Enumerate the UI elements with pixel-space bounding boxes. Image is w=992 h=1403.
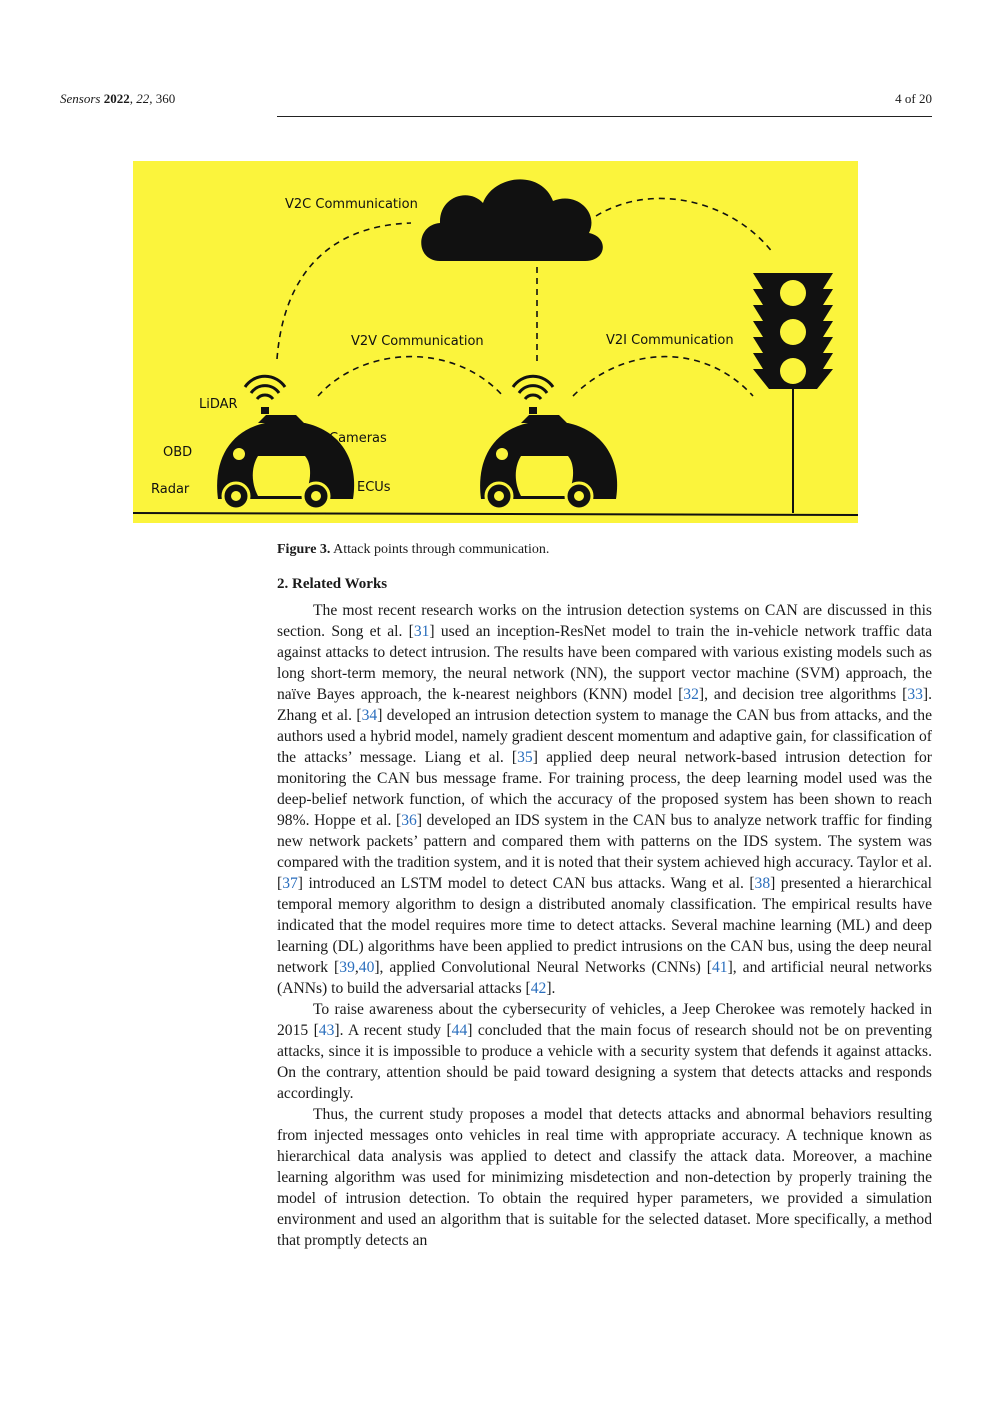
citation-link[interactable]: 42 xyxy=(530,980,547,997)
attack-points-diagram xyxy=(133,161,858,523)
caption-label: Figure 3. xyxy=(277,542,331,557)
text-run: ] introduced an LSTM model to detect CAN bus attacks. Wang et al. [ xyxy=(297,875,755,892)
label-radar: Radar xyxy=(151,482,190,497)
label-cameras: Cameras xyxy=(329,431,387,446)
section-heading xyxy=(277,576,387,593)
citation-link[interactable]: 44 xyxy=(451,1022,468,1039)
text-run: , xyxy=(354,959,359,976)
label-lidar: LiDAR xyxy=(199,397,238,412)
citation-link[interactable]: 40 xyxy=(358,959,375,976)
label-obd: OBD xyxy=(163,445,193,460)
paragraph xyxy=(277,1104,932,1251)
text-run: ] developed an IDS system in the CAN bus to analyze network traffic for finding new network packets’ pattern and compared them with patterns on the IDS system. The system was compared with the tradition system, and it is noted that their system achieved high accuracy. Taylor et al. [ xyxy=(277,812,932,892)
figure-caption xyxy=(277,542,932,558)
text-run: ]. Zhang et al. [ xyxy=(277,686,932,724)
page-number: 4 of 20 xyxy=(895,91,932,106)
text-run: ] used an inception-ResNet model to train the in-vehicle network traffic data against attacks to detect intrusion. The results have been compared with various existing models such as long short-term memory, the neural network (NN), the support vector machine (SVM) approach, the naïve Bayes approach, the k-nearest neighbors (KNN) model [ xyxy=(277,623,932,703)
citation-link[interactable]: 35 xyxy=(517,749,533,766)
text-run: ], and decision tree algorithms [ xyxy=(698,686,908,703)
section-title: Related Works xyxy=(292,576,388,592)
text-run: ] developed an intrusion detection system to manage the CAN bus from attacks, and the authors used a hybrid model, namely gradient descent momentum and adaptive gain, for classification of the attacks’ message. Liang et al. [ xyxy=(277,707,932,766)
header-rule xyxy=(277,116,932,117)
citation-link[interactable]: 31 xyxy=(413,623,430,640)
text-run: ] concluded that the main focus of research should not be on preventing attacks, since it is impossible to produce a vehicle with a security system that defends it against attacks. On the contrary, attention should be paid toward designing a system that detects attacks and responds accordingly. xyxy=(277,1022,933,1102)
citation-link[interactable]: 39 xyxy=(339,959,355,976)
citation-link[interactable]: 43 xyxy=(318,1022,335,1039)
citation-link[interactable]: 38 xyxy=(754,875,771,892)
text-run: ]. xyxy=(546,980,556,997)
text-run: Thus, the current study proposes a model that detects attacks and abnormal behaviors resulting from injected messages onto vehicles in real time with appropriate accuracy. A technique known as hierarchical data analysis was applied to detect and classify the attack data. Moreover, a machine learning algorithm was used for minimizing misdetection and non-detection by properly training the model of intrusion detection. To obtain the required hyper parameters, we provided a simulation environment and used an algorithm that is suitable for the selected dataset. More specifically, a method that promptly detects an xyxy=(277,1106,932,1249)
text-run: To raise awareness about the cybersecurity of vehicles, a Jeep Cherokee was remotely hacked in 2015 [ xyxy=(277,1001,932,1039)
citation-link[interactable]: 32 xyxy=(683,686,699,703)
label-v2c: V2C Communication xyxy=(285,197,418,212)
figure-3 xyxy=(133,161,858,523)
label-v2i: V2I Communication xyxy=(606,333,734,348)
article-number: 360 xyxy=(155,91,176,106)
label-ecus: ECUs xyxy=(357,480,391,495)
body-text xyxy=(277,600,932,1251)
caption-text: Attack points through communication. xyxy=(333,542,550,557)
text-run: The most recent research works on the intrusion detection systems on CAN are discussed in this section. Song et al. [ xyxy=(277,602,932,640)
section-number: 2. xyxy=(277,576,289,592)
journal-name: Sensors xyxy=(60,91,101,106)
citation-link[interactable]: 36 xyxy=(401,812,417,829)
text-run: ] presented a hierarchical temporal memory algorithm to design a distributed anomaly classification. The empirical results have indicated that the model requires more time to detect attacks. Several machine learning (ML) and deep learning (DL) algorithms have been applied to predict intrusions on the CAN bus, using the deep neural network [ xyxy=(277,875,933,976)
citation-link[interactable]: 34 xyxy=(361,707,378,724)
citation-link[interactable]: 37 xyxy=(282,875,298,892)
text-run: ], applied Convolutional Neural Networks (CNNs) [ xyxy=(374,959,712,976)
journal-citation: Sensors 2022, 22, 360 xyxy=(60,91,176,106)
page-header xyxy=(60,91,932,111)
journal-volume: 22 xyxy=(136,91,150,106)
paragraph xyxy=(277,600,932,999)
citation-link[interactable]: 33 xyxy=(907,686,923,703)
citation-link[interactable]: 41 xyxy=(712,959,728,976)
text-run: ], and artificial neural networks (ANNs) to build the adversarial attacks [ xyxy=(277,959,932,997)
text-run: ]. A recent study [ xyxy=(334,1022,452,1039)
paragraph xyxy=(277,999,932,1104)
text-run: ] applied deep neural network-based intrusion detection for monitoring the CAN bus message frame. For training process, the deep learning model used was the deep-belief network function, of which the accuracy of the proposed system has been shown to reach 98%. Hoppe et al. [ xyxy=(277,749,932,829)
journal-year: 2022 xyxy=(103,91,130,106)
label-v2v: V2V Communication xyxy=(351,334,484,349)
